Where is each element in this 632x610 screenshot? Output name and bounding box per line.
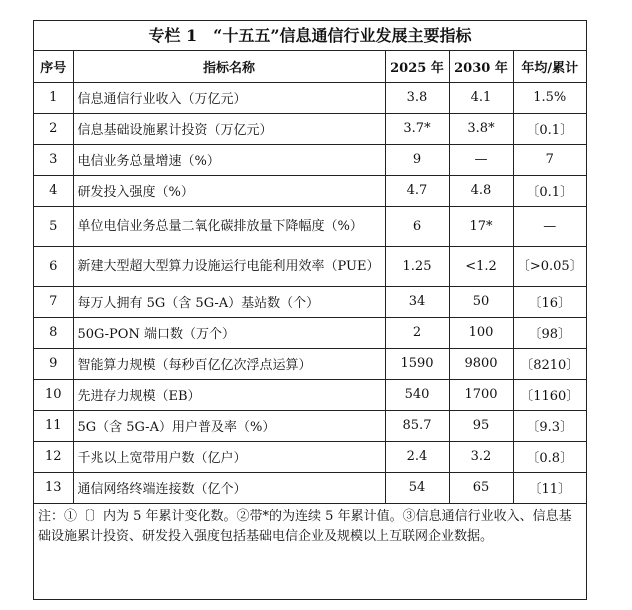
row-2030: 4.8 bbox=[449, 175, 513, 206]
header-avg: 年均/累计 bbox=[513, 51, 586, 82]
row-2025: 9 bbox=[385, 144, 449, 175]
row-no: 7 bbox=[34, 286, 73, 317]
row-avg: 〔98〕 bbox=[513, 317, 586, 348]
row-2030: 3.2 bbox=[449, 441, 513, 472]
row-2030: 65 bbox=[449, 472, 513, 503]
row-no: 5 bbox=[34, 206, 73, 246]
row-avg: 〔>0.05〕 bbox=[513, 246, 586, 286]
row-name: 单位电信业务总量二氧化碳排放量下降幅度（%） bbox=[73, 206, 385, 246]
row-2030: 50 bbox=[449, 286, 513, 317]
row-avg: — bbox=[513, 206, 586, 246]
row-avg: 〔0.1〕 bbox=[513, 175, 586, 206]
row-no: 12 bbox=[34, 441, 73, 472]
row-2025: 85.7 bbox=[385, 410, 449, 441]
row-name: 每万人拥有 5G（含 5G-A）基站数（个） bbox=[73, 286, 385, 317]
row-no: 3 bbox=[34, 144, 73, 175]
row-2025: 54 bbox=[385, 472, 449, 503]
row-avg: 〔16〕 bbox=[513, 286, 586, 317]
row-name: 信息通信行业收入（万亿元） bbox=[73, 82, 385, 113]
row-2025: 2 bbox=[385, 317, 449, 348]
row-no: 4 bbox=[34, 175, 73, 206]
table-row bbox=[34, 175, 586, 206]
row-2030: 17* bbox=[449, 206, 513, 246]
row-avg: 7 bbox=[513, 144, 586, 175]
row-2025: 34 bbox=[385, 286, 449, 317]
row-name: 通信网络终端连接数（亿个） bbox=[73, 472, 385, 503]
table-row bbox=[34, 472, 586, 503]
row-2030: <1.2 bbox=[449, 246, 513, 286]
table-footnote: 注：①〔〕内为 5 年累计变化数。②带*的为连续 5 年累计值。③信息通信行业收入、信息基础设施累计投资、研发投入强度包括基础电信企业及规模以上互联网企业数据。 bbox=[38, 508, 572, 544]
header-2030: 2030 年 bbox=[449, 51, 513, 82]
header-no: 序号 bbox=[34, 51, 73, 82]
row-2025: 1590 bbox=[385, 348, 449, 379]
row-no: 13 bbox=[34, 472, 73, 503]
row-name: 研发投入强度（%） bbox=[73, 175, 385, 206]
row-2030: 95 bbox=[449, 410, 513, 441]
row-2025: 6 bbox=[385, 206, 449, 246]
row-2030: 100 bbox=[449, 317, 513, 348]
row-name: 信息基础设施累计投资（万亿元） bbox=[73, 113, 385, 144]
header-name: 指标名称 bbox=[73, 51, 385, 82]
table-row bbox=[34, 379, 586, 410]
row-2030: 1700 bbox=[449, 379, 513, 410]
table-row bbox=[34, 410, 586, 441]
row-2030: 9800 bbox=[449, 348, 513, 379]
table-header-row bbox=[34, 51, 586, 82]
table-body bbox=[34, 82, 586, 503]
table-row bbox=[34, 82, 586, 113]
row-no: 2 bbox=[34, 113, 73, 144]
row-avg: 〔0.8〕 bbox=[513, 441, 586, 472]
row-2025: 540 bbox=[385, 379, 449, 410]
row-name: 千兆以上宽带用户数（亿户） bbox=[73, 441, 385, 472]
row-avg: 〔8210〕 bbox=[513, 348, 586, 379]
row-avg: 1.5% bbox=[513, 82, 586, 113]
row-name: 先进存力规模（EB） bbox=[73, 379, 385, 410]
row-no: 8 bbox=[34, 317, 73, 348]
table-row bbox=[34, 441, 586, 472]
row-no: 1 bbox=[34, 82, 73, 113]
row-2025: 3.8 bbox=[385, 82, 449, 113]
header-2025: 2025 年 bbox=[385, 51, 449, 82]
row-avg: 〔1160〕 bbox=[513, 379, 586, 410]
row-no: 10 bbox=[34, 379, 73, 410]
table-row bbox=[34, 144, 586, 175]
row-no: 6 bbox=[34, 246, 73, 286]
table-row bbox=[34, 286, 586, 317]
indicator-table-panel bbox=[33, 20, 587, 600]
row-name: 新建大型超大型算力设施运行电能利用效率（PUE） bbox=[73, 246, 385, 286]
row-no: 9 bbox=[34, 348, 73, 379]
row-name: 智能算力规模（每秒百亿亿次浮点运算） bbox=[73, 348, 385, 379]
row-name: 5G（含 5G-A）用户普及率（%） bbox=[73, 410, 385, 441]
table-row bbox=[34, 206, 586, 246]
row-2030: 3.8* bbox=[449, 113, 513, 144]
row-2030: 4.1 bbox=[449, 82, 513, 113]
row-avg: 〔0.1〕 bbox=[513, 113, 586, 144]
table-row bbox=[34, 348, 586, 379]
row-no: 11 bbox=[34, 410, 73, 441]
row-2025: 1.25 bbox=[385, 246, 449, 286]
indicator-table bbox=[34, 51, 586, 504]
table-row bbox=[34, 246, 586, 286]
table-title: 专栏 1 “十五五”信息通信行业发展主要指标 bbox=[34, 21, 586, 51]
table-row bbox=[34, 113, 586, 144]
row-avg: 〔11〕 bbox=[513, 472, 586, 503]
row-avg: 〔9.3〕 bbox=[513, 410, 586, 441]
row-2025: 2.4 bbox=[385, 441, 449, 472]
table-row bbox=[34, 317, 586, 348]
row-2025: 3.7* bbox=[385, 113, 449, 144]
row-2025: 4.7 bbox=[385, 175, 449, 206]
row-name: 电信业务总量增速（%） bbox=[73, 144, 385, 175]
row-2030: — bbox=[449, 144, 513, 175]
row-name: 50G-PON 端口数（万个） bbox=[73, 317, 385, 348]
